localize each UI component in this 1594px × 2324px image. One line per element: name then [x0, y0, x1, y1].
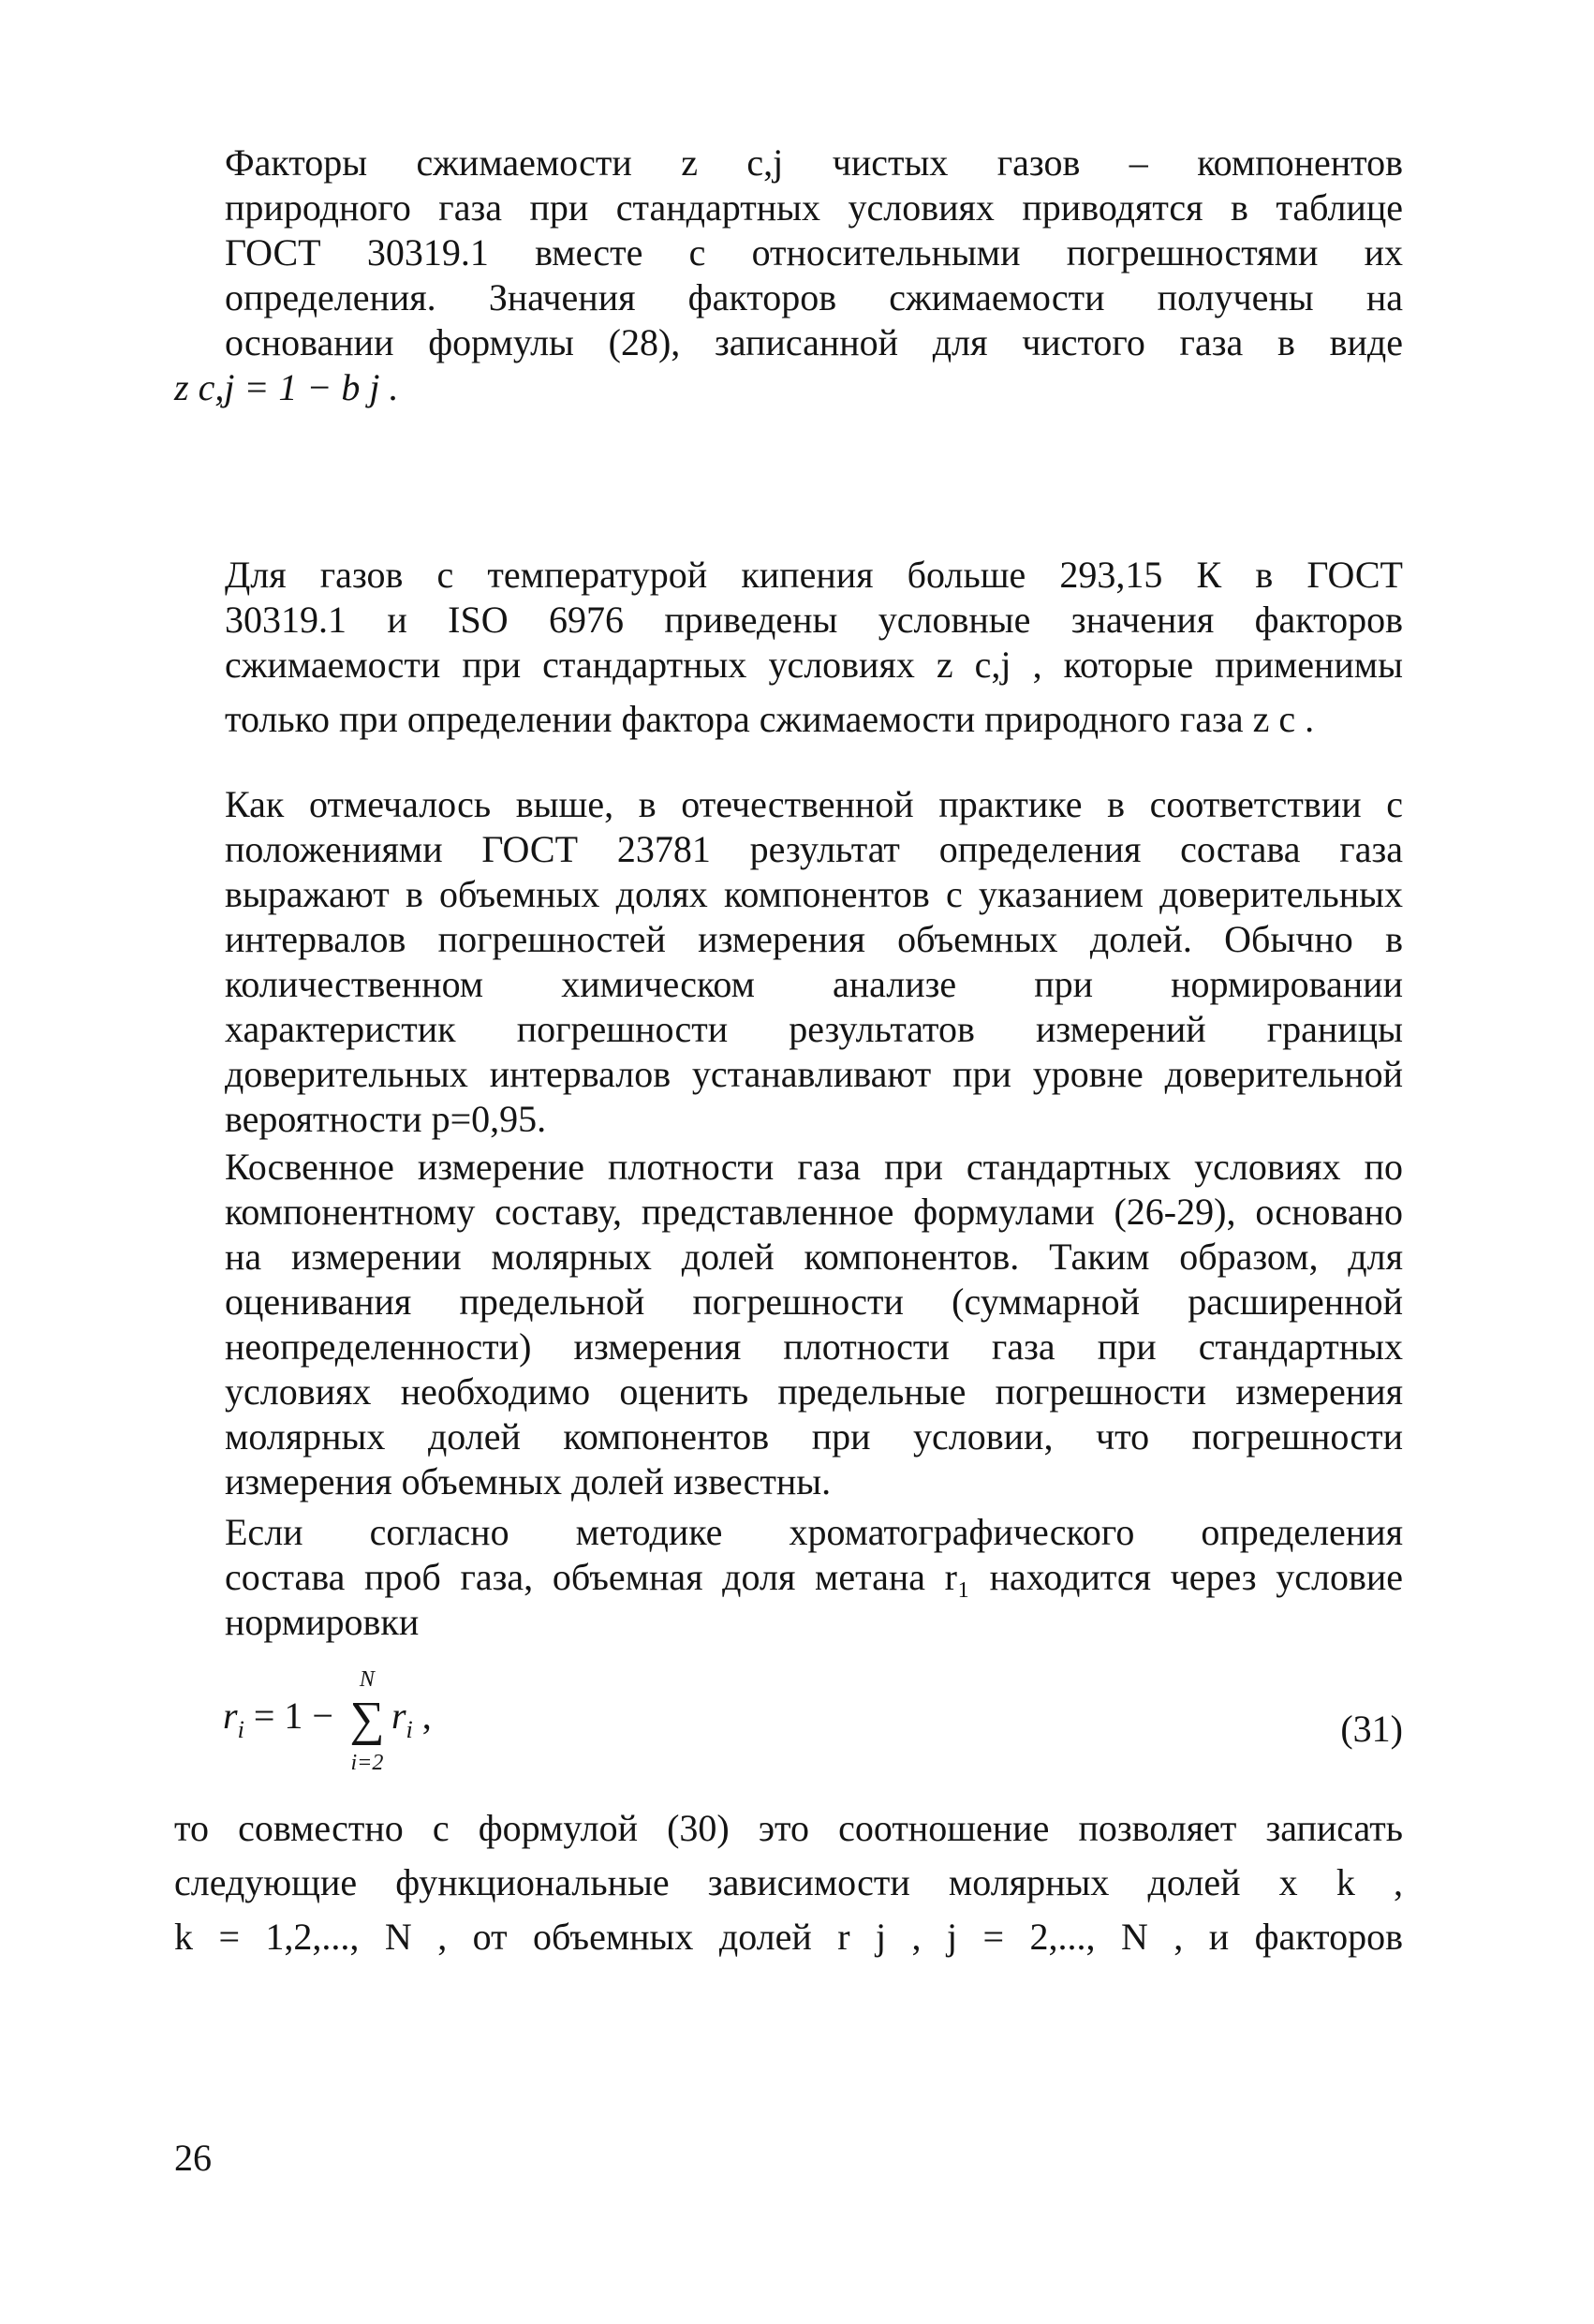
text-line: ГОСТ 30319.1 вместе с относительными погрешностями их — [225, 231, 1403, 274]
text-line: k = 1,2,..., N , от объемных долей r j , j = 2,..., N , и факторов — [174, 1916, 1403, 1958]
text-line: Если согласно методике хроматографического определения — [225, 1511, 1403, 1553]
text-line: положениями ГОСТ 23781 результат определения состава газа — [225, 828, 1403, 870]
equation-lhs-subscript: i — [237, 1716, 244, 1743]
text-line: состава проб газа, объемная доля метана r₁ находится через условие — [225, 1556, 1403, 1598]
text-line: вероятности p=0,95. — [225, 1098, 547, 1140]
text-line: на измерении молярных долей компонентов. Таким образом, для — [225, 1236, 1403, 1278]
page-number: 26 — [174, 2137, 212, 2179]
text-line: Как отмечалось выше, в отечественной практике в соответствии с — [225, 783, 1403, 825]
summation — [343, 1666, 391, 1775]
text-line: природного газа при стандартных условиях приводятся в таблице — [225, 186, 1403, 229]
text-line: количественном химическом анализе при нормировании — [225, 963, 1403, 1005]
text-line: интервалов погрешностей измерения объемных долей. Обычно в — [225, 918, 1403, 960]
text-line: 30319.1 и ISO 6976 приведены условные значения факторов — [225, 599, 1403, 641]
sigma-icon: ∑ — [349, 1692, 385, 1746]
text-line: нормировки — [225, 1601, 420, 1643]
summation-upper-limit: N — [359, 1666, 375, 1692]
text-line: компонентному составу, представленное формулами (26-29), основано — [225, 1191, 1403, 1233]
text-line: доверительных интервалов устанавливают при уровне доверительной — [225, 1053, 1403, 1095]
text-line: условиях необходимо оценить предельные погрешности измерения — [225, 1370, 1403, 1413]
paragraph-gost-practice — [174, 782, 1403, 1142]
text-line: только при определении фактора сжимаемости природного газа z c . — [225, 698, 1315, 740]
text-line: то совместно с формулой (30) это соотношение позволяет записать — [174, 1807, 1403, 1849]
text-line: определения. Значения факторов сжимаемости получены на — [225, 276, 1403, 318]
text-line: молярных долей компонентов при условии, что погрешности — [225, 1415, 1403, 1458]
equation-expression — [223, 1666, 432, 1775]
equation-lhs: r — [223, 1695, 238, 1737]
equation-term: r — [391, 1695, 406, 1737]
equation-tail: , — [412, 1695, 432, 1737]
text-line: Для газов с температурой кипения больше 293,15 К в ГОСТ — [225, 554, 1403, 596]
text-line: следующие функциональные зависимости молярных долей x k , — [174, 1861, 1403, 1903]
equation-term-subscript: i — [406, 1716, 413, 1743]
text-line: Косвенное измерение плотности газа при стандартных условиях по — [225, 1146, 1403, 1188]
paragraph-compressibility-factors — [174, 141, 1403, 410]
inline-formula-line: z c,j = 1 − b j . — [174, 366, 399, 408]
text-line: основании формулы (28), записанной для чистого газа в виде — [225, 321, 1403, 363]
paragraph-indirect-measurement — [174, 1145, 1403, 1504]
paragraph-functional-dependencies — [174, 1806, 1403, 1960]
text-line: оценивания предельной погрешности (суммарной расширенной — [225, 1280, 1403, 1323]
text-line: сжимаемости при стандартных условиях z c,j , которые применимы — [225, 644, 1403, 686]
equation-31 — [174, 1658, 1403, 1799]
text-line: Факторы сжимаемости z c,j чистых газов – компонентов — [225, 141, 1403, 184]
text-line: измерения объемных долей известны. — [225, 1460, 832, 1502]
paragraph-methane-fraction — [174, 1510, 1403, 1645]
paragraph-boiling-gases — [174, 553, 1403, 742]
text-line: выражают в объемных долях компонентов с указанием доверительных — [225, 873, 1403, 915]
equation-number: (31) — [1340, 1708, 1403, 1750]
text-line: характеристик погрешности результатов измерений границы — [225, 1008, 1403, 1050]
summation-lower-limit: i=2 — [350, 1750, 384, 1775]
equation-equals: = 1 − — [244, 1695, 333, 1737]
text-line: неопределенности) измерения плотности газа при стандартных — [225, 1325, 1403, 1368]
